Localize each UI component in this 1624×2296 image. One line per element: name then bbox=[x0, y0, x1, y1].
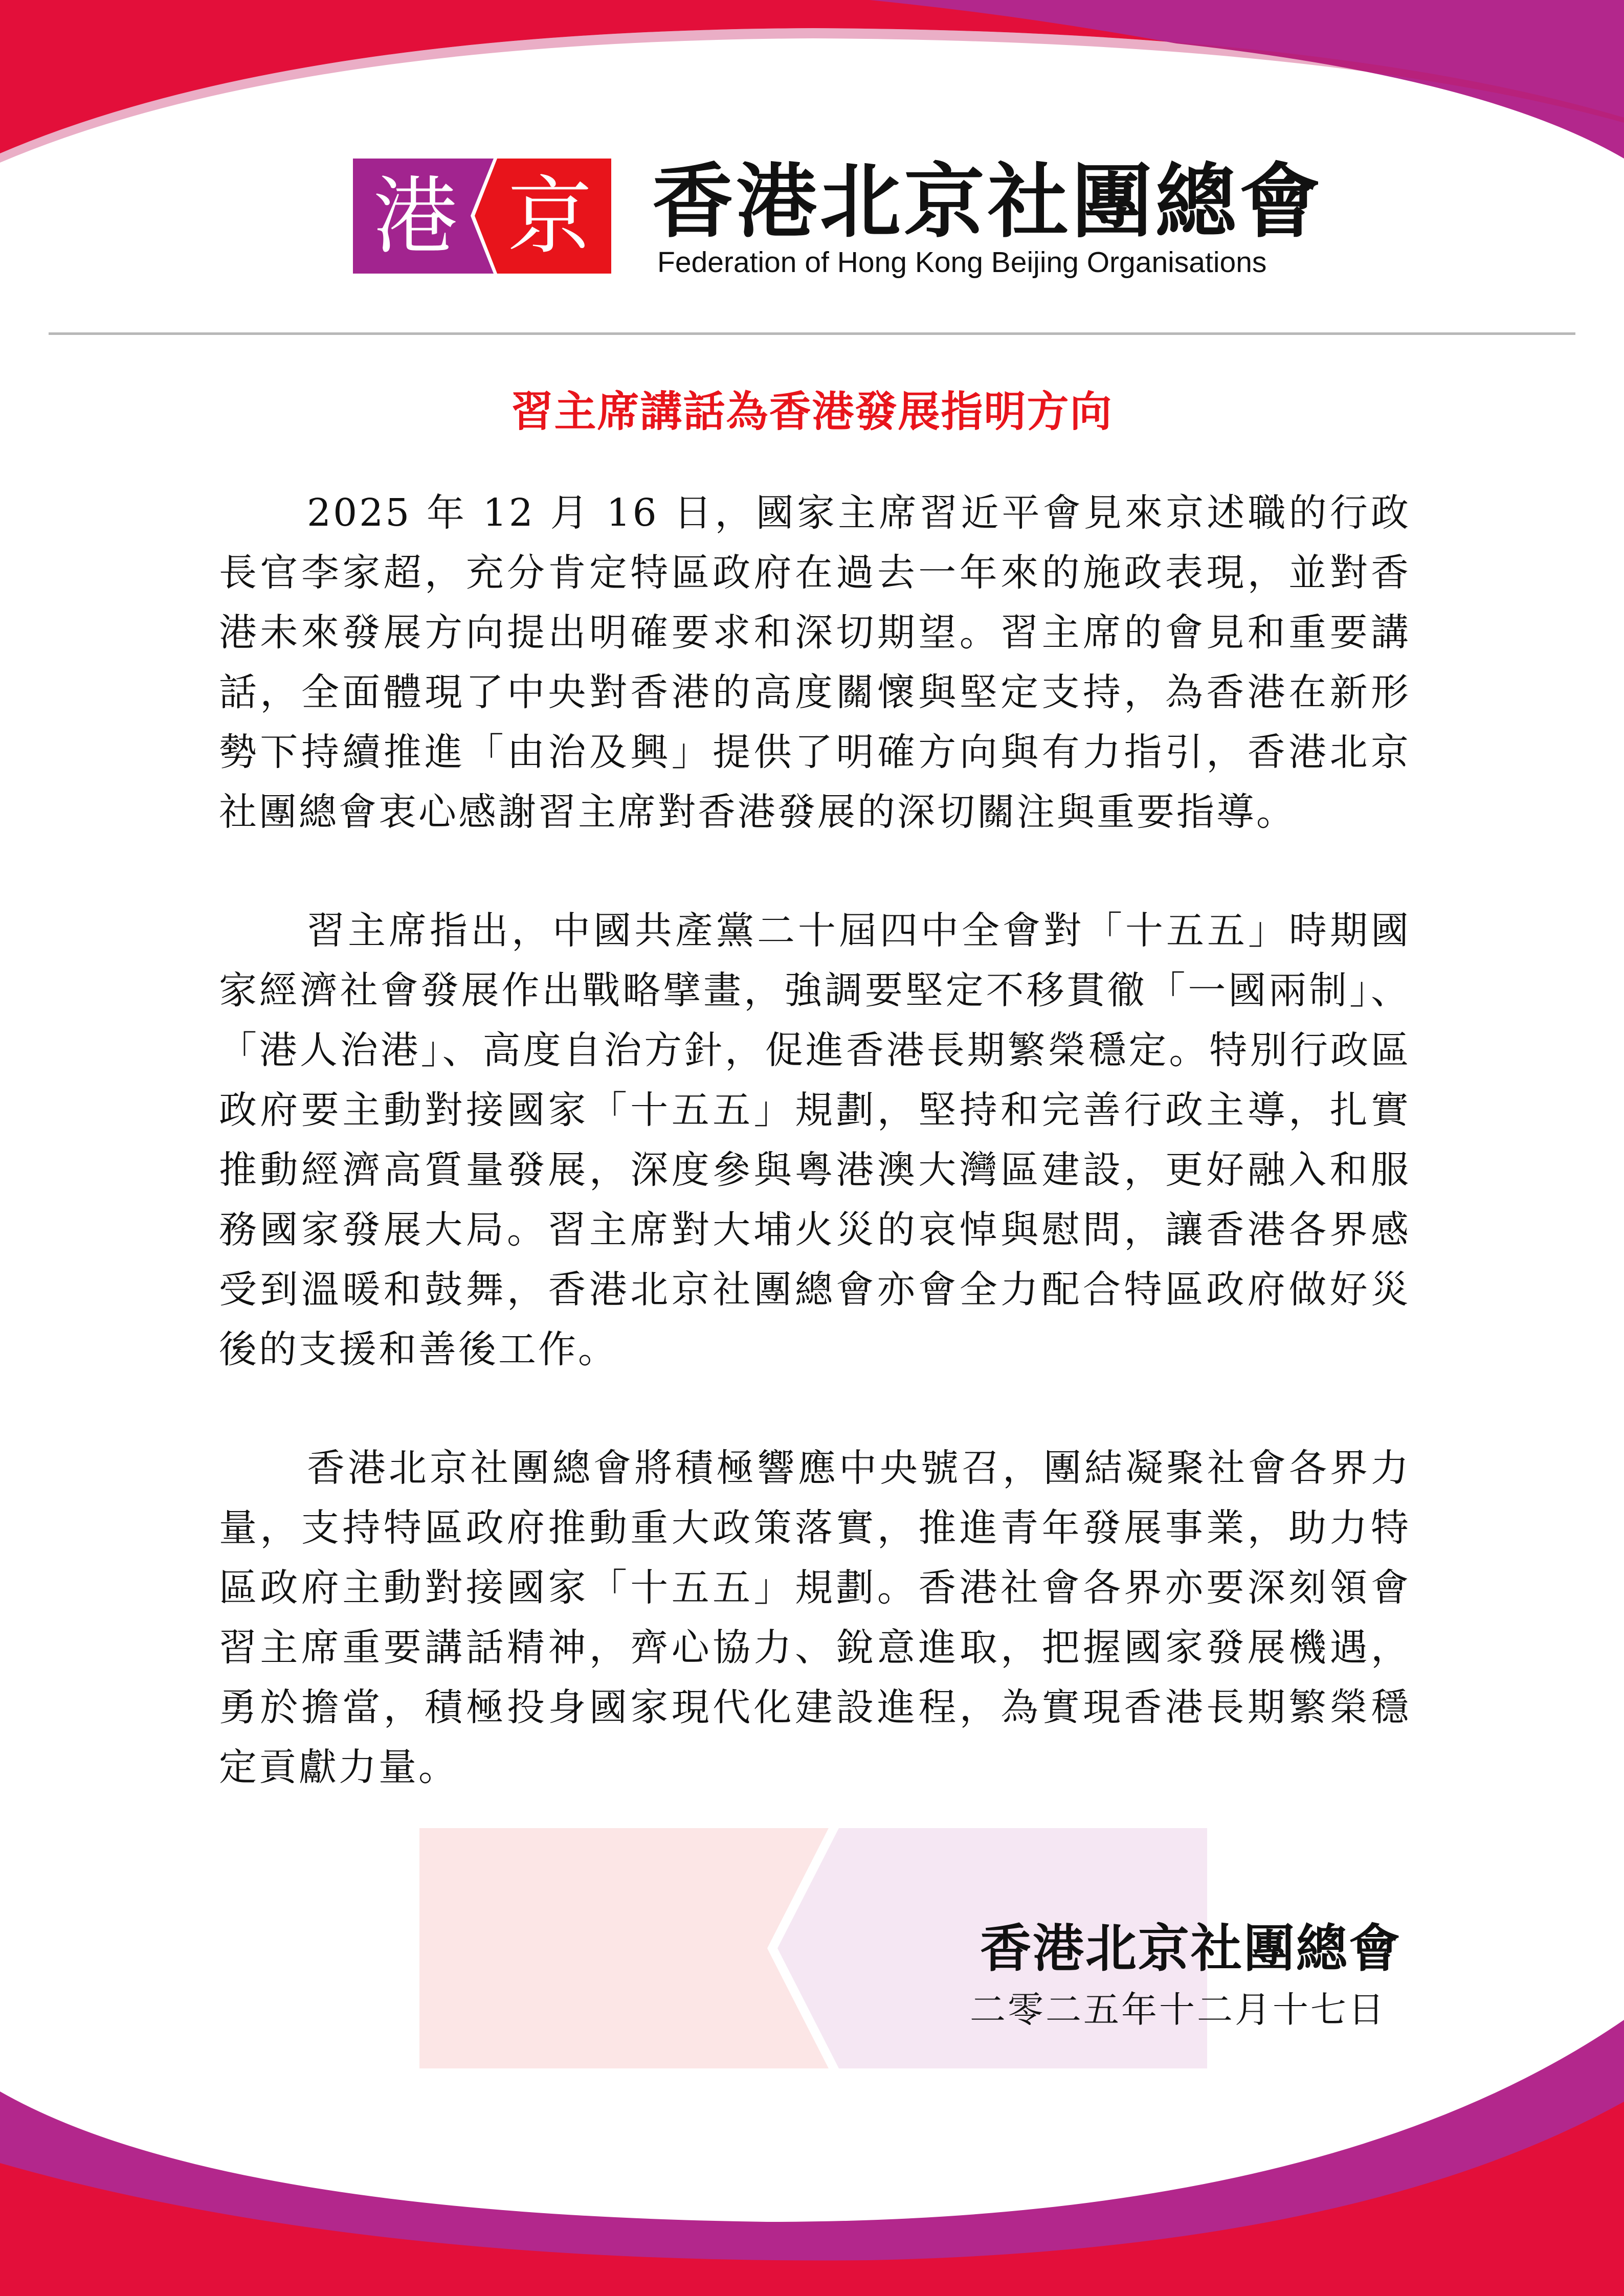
org-name-english: Federation of Hong Kong Beijing Organisations bbox=[657, 246, 1267, 279]
org-name-chinese: 香港北京社團總會 bbox=[652, 154, 1323, 249]
body-paragraph-1: 2025 年 12 月 16 日，國家主席習近平會見來京述職的行政長官李家超，充分肯定特區政府在過去一年來的施政表現，並對香港未來發展方向提出明確要求和深切期望。習主席的會見和重要講話，全面體現了中央對香港的高度關懷與堅定支持，為香港在新形勢下持續推進「由治及興」提供了明確方向與有力指引，香港北京社團總會衷心感謝習主席對香港發展的深切關注與重要指導。 bbox=[219, 491, 1411, 834]
document-body bbox=[219, 483, 1411, 1856]
logo-char-right: 京 bbox=[507, 167, 592, 265]
logo-mark bbox=[353, 159, 611, 274]
logo-char-left: 港 bbox=[373, 167, 458, 265]
document-title: 習主席講話為香港發展指明方向 bbox=[511, 387, 1113, 436]
watermark-left-shape bbox=[419, 1828, 829, 2068]
signature-organisation: 香港北京社團總會 bbox=[980, 1918, 1401, 1978]
header-divider bbox=[49, 332, 1575, 335]
signature-date: 二零二五年十二月十七日 bbox=[970, 1989, 1386, 2031]
body-paragraph-3: 香港北京社團總會將積極響應中央號召，團結凝聚社會各界力量，支持特區政府推動重大政策落實，推進青年發展事業，助力特區政府主動對接國家「十五五」規劃。香港社會各界亦要深刻領會習主席重要講話精神，齊心協力、銳意進取，把握國家發展機遇，勇於擔當，積極投身國家現代化建設進程，為實現香港長期繁榮穩定貢獻力量。 bbox=[219, 1446, 1411, 1789]
body-paragraph-2: 習主席指出，中國共產黨二十屆四中全會對「十五五」時期國家經濟社會發展作出戰略擘畫，強調要堅定不移貫徹「一國兩制」、「港人治港」、高度自治方針，促進香港長期繁榮穩定。特別行政區政府要主動對接國家「十五五」規劃，堅持和完善行政主導，扎實推動經濟高質量發展，深度參與粵港澳大灣區建設，更好融入和服務國家發展大局。習主席對大埔火災的哀悼與慰問，讓香港各界感受到溫暖和鼓舞，香港北京社團總會亦會全力配合特區政府做好災後的支援和善後工作。 bbox=[219, 909, 1411, 1371]
